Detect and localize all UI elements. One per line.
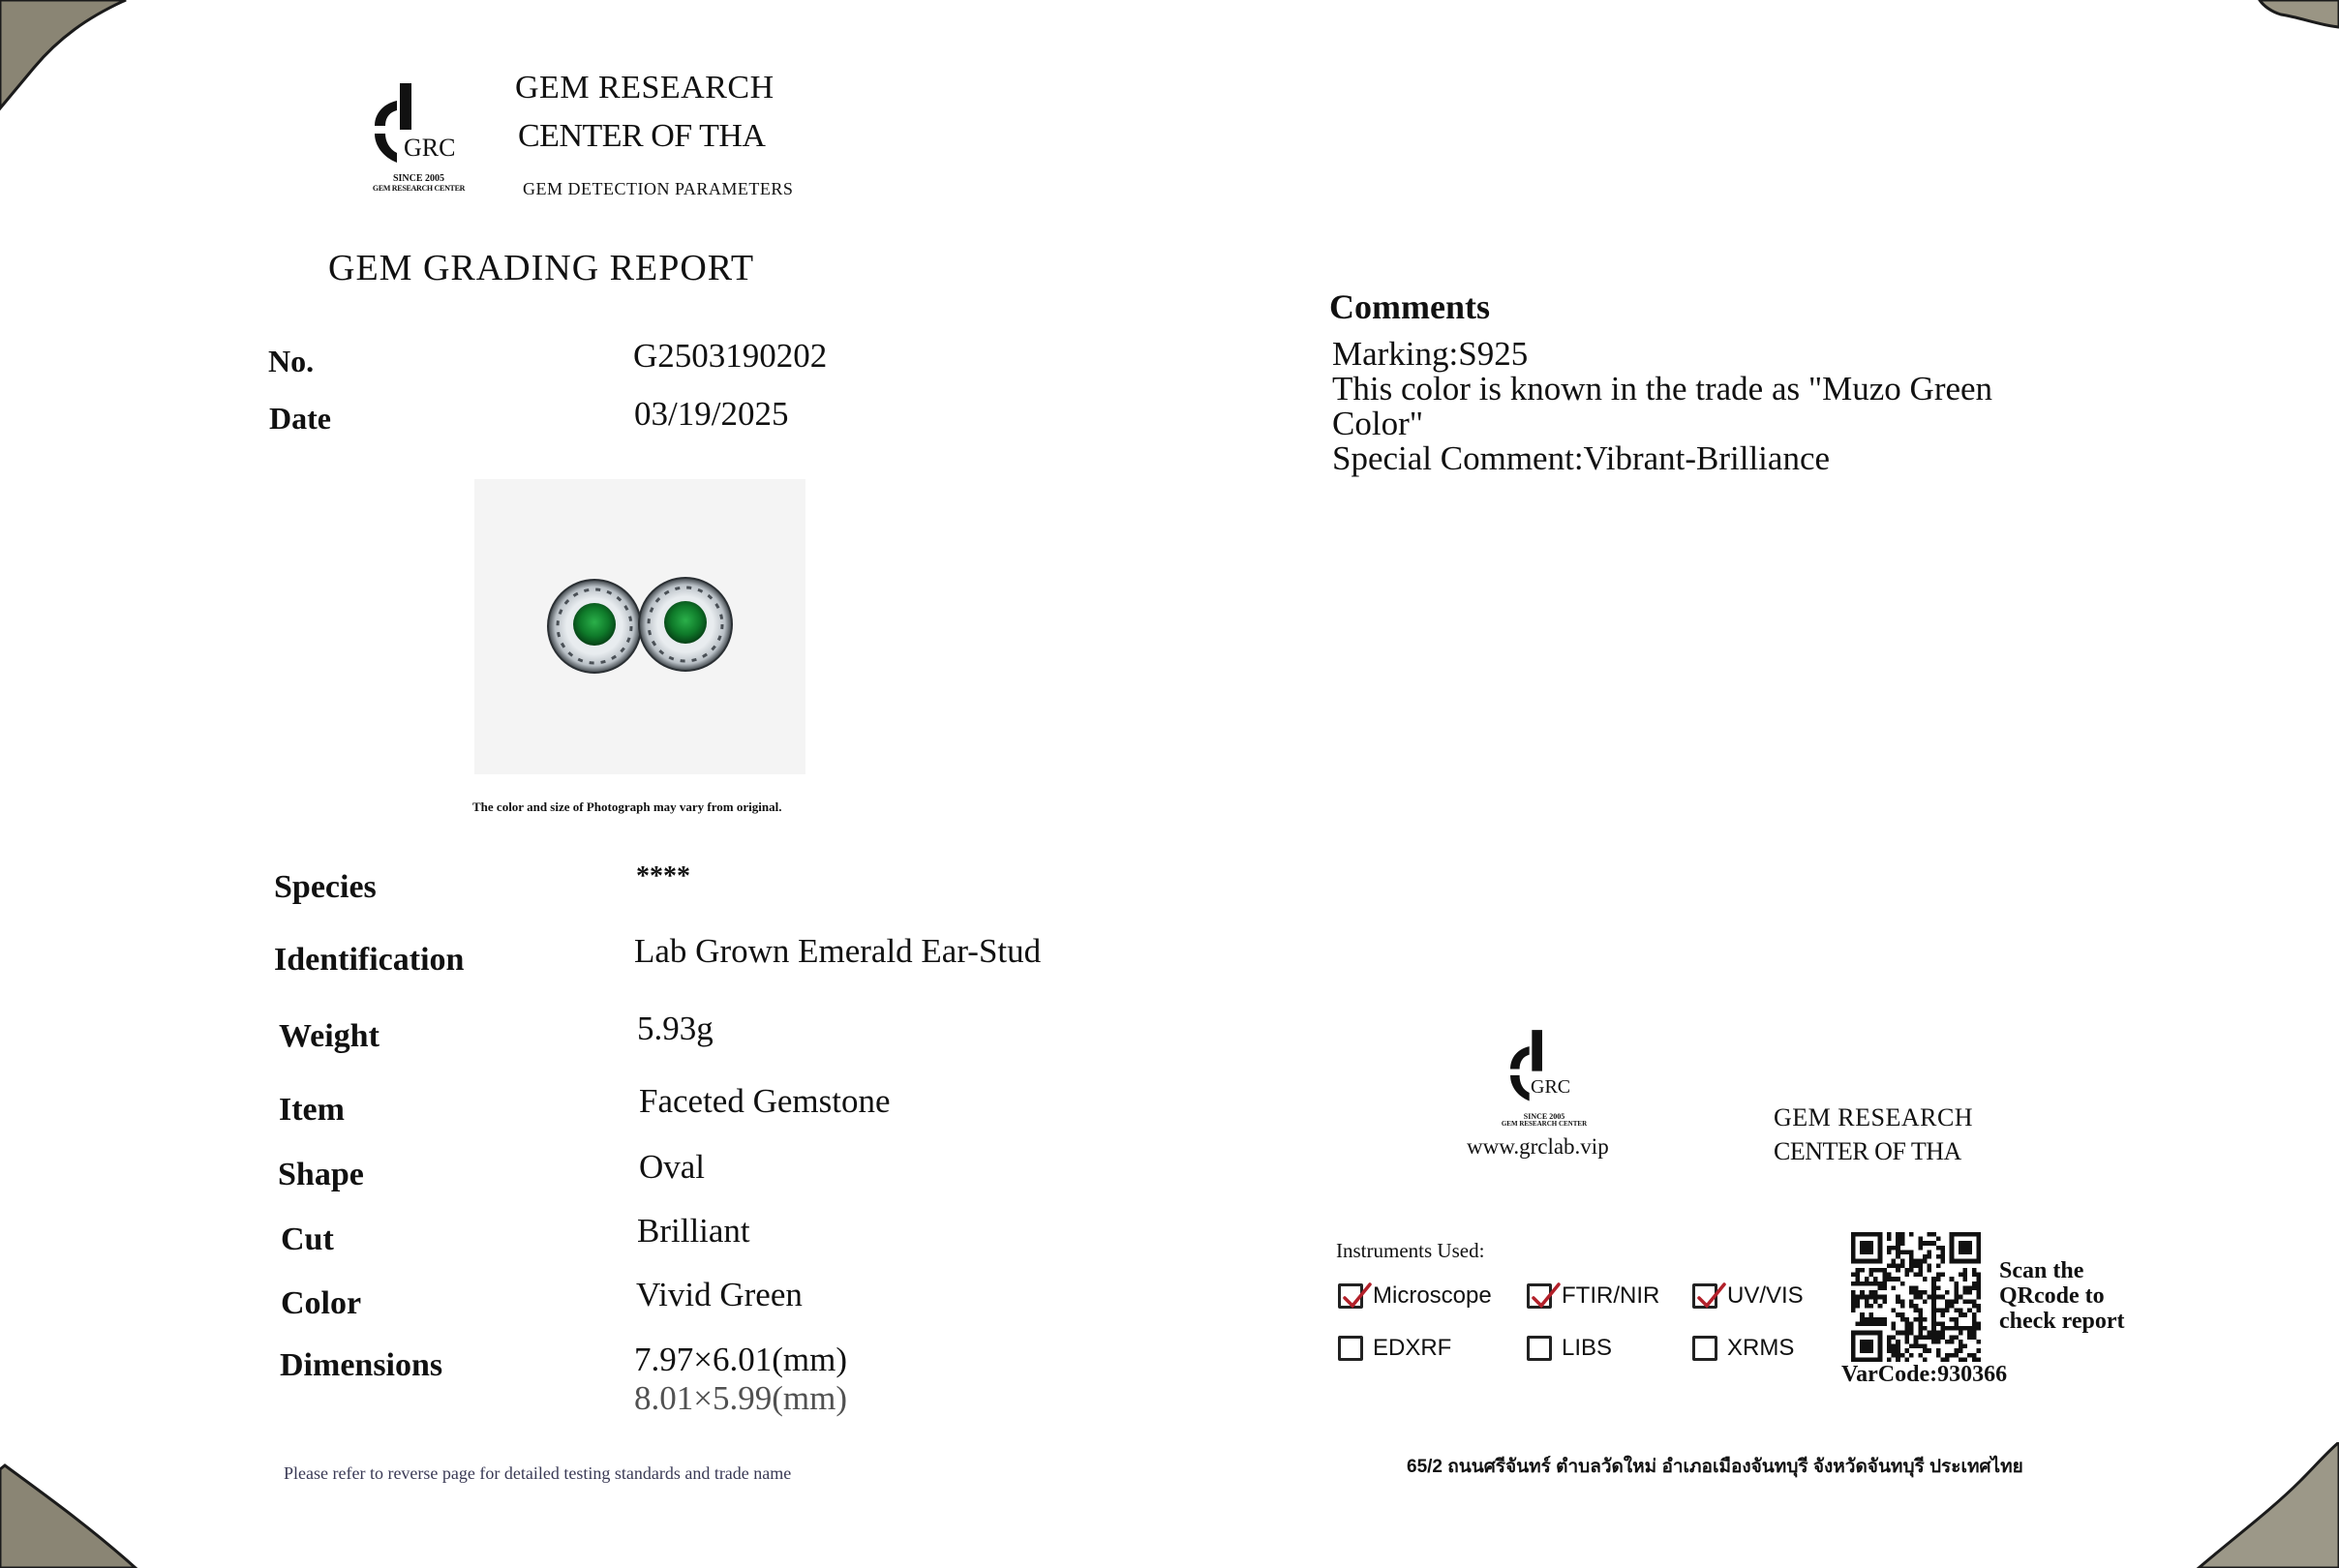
report-number-label: No. [268,344,315,378]
detail-value-dimensions: 7.97×6.01(mm) [634,1341,847,1378]
instrument-label: XRMS [1727,1335,1795,1361]
qr-finder [1853,1234,1880,1261]
detail-value-weight: 5.93g [637,1010,714,1047]
qr-finder [1853,1333,1880,1360]
detail-value-item: Faceted Gemstone [639,1082,891,1120]
qr-scan-line: QRcode to [1999,1283,2105,1309]
detail-label-weight: Weight [279,1018,380,1054]
qr-code-icon[interactable] [1847,1232,1985,1362]
comments-heading: Comments [1329,287,1490,326]
comment-line: Special Comment:Vibrant-Brilliance [1332,439,1831,477]
instrument-label: EDXRF [1373,1335,1452,1361]
comment-line: This color is known in the trade as "Muzo Green [1332,370,1993,407]
varcode: VarCode:930366 [1841,1362,2008,1387]
detail-label-cut: Cut [281,1221,334,1257]
instrument-uv-vis[interactable] [1692,1282,1804,1310]
checkbox-unchecked[interactable] [1338,1336,1363,1361]
detail-label-dimensions: Dimensions [280,1347,443,1383]
background-corner-top-right [2242,0,2339,39]
checkmark-icon [1693,1279,1728,1313]
right-stud [639,578,732,671]
instrument-libs[interactable] [1527,1335,1612,1362]
detail-label-shape: Shape [278,1157,364,1192]
comment-line: Color" [1332,405,1424,442]
detail-label-species: Species [274,869,377,905]
qr-scan-line: check report [1999,1309,2125,1334]
photo-caption: The color and size of Photograph may vary from original. [472,799,782,814]
report-number-value: G2503190202 [633,337,828,375]
org-subtitle: GEM DETECTION PARAMETERS [523,179,794,198]
detail-label-item: Item [279,1092,345,1128]
checkmark-icon [1528,1279,1563,1313]
lower-org-name-line2: CENTER OF THA [1774,1137,1961,1165]
comments-body [1332,337,1992,476]
qr-scan-line: Scan the [1999,1258,2084,1283]
background-corner-bottom-left [0,1452,145,1568]
org-name-line2: CENTER OF THA [518,118,766,154]
checkbox-checked[interactable] [1527,1283,1552,1309]
report-date-value: 03/19/2025 [634,395,789,433]
gem-photo [474,479,805,774]
detail-value-cut: Brilliant [637,1212,750,1250]
lab-address: 65/2 ถนนศรีจันทร์ ตำบลวัดใหม่ อำเภอเมืองจันทบุรี จังหวัดจันทบุรี ประเทศไทย [1407,1457,2023,1477]
checkmark-icon [1339,1279,1374,1313]
footnote: Please refer to reverse page for detailed testing standards and trade name [284,1463,792,1483]
checkbox-checked[interactable] [1692,1283,1717,1309]
checkbox-unchecked[interactable] [1692,1336,1717,1361]
grc-logo-text: GRC [404,134,456,162]
checkbox-checked[interactable] [1338,1283,1363,1309]
lower-logo-text: GRC [1531,1076,1571,1098]
detail-label-identification: Identification [274,942,465,978]
instrument-microscope[interactable] [1338,1282,1492,1310]
report-title: GEM GRADING REPORT [328,248,755,288]
logo-org: GEM RESEARCH CENTER [372,183,466,193]
instrument-label: UV/VIS [1727,1282,1804,1309]
website-link[interactable]: www.grclab.vip [1467,1134,1609,1159]
instrument-edxrf[interactable] [1338,1335,1451,1362]
lower-logo-org: GEM RESEARCH CENTER [1501,1120,1588,1129]
detail-value-species: **** [636,861,690,891]
lower-logo-since: SINCE 2005 [1523,1112,1565,1121]
report-date-label: Date [269,401,331,436]
org-name-line1: GEM RESEARCH [515,70,775,106]
lower-org-name-line1: GEM RESEARCH [1774,1103,1974,1131]
detail-label-color: Color [281,1285,362,1321]
instruments-heading: Instruments Used: [1336,1239,1485,1262]
background-corner-top-left [0,0,136,116]
instrument-xrms[interactable] [1692,1335,1794,1362]
checkbox-unchecked[interactable] [1527,1336,1552,1361]
left-stud [548,580,641,673]
instrument-label: Microscope [1373,1282,1492,1309]
qr-finder [1952,1234,1979,1261]
qr-scan-text [1999,1258,2125,1334]
background-corner-bottom-right [2165,1442,2339,1568]
logo-since: SINCE 2005 [392,173,445,184]
grc-logo [353,79,499,200]
comment-line: Marking:S925 [1332,335,1529,373]
earring-studs-image [474,479,805,774]
instrument-ftir-nir[interactable] [1527,1282,1659,1310]
detail-value-color: Vivid Green [636,1276,803,1313]
instrument-label: LIBS [1562,1335,1613,1361]
detail-value-shape: Oval [639,1148,706,1186]
detail-value-identification: Lab Grown Emerald Ear-Stud [634,932,1042,970]
instrument-label: FTIR/NIR [1562,1282,1660,1309]
detail-value-dimensions-2: 8.01×5.99(mm) [634,1379,847,1417]
